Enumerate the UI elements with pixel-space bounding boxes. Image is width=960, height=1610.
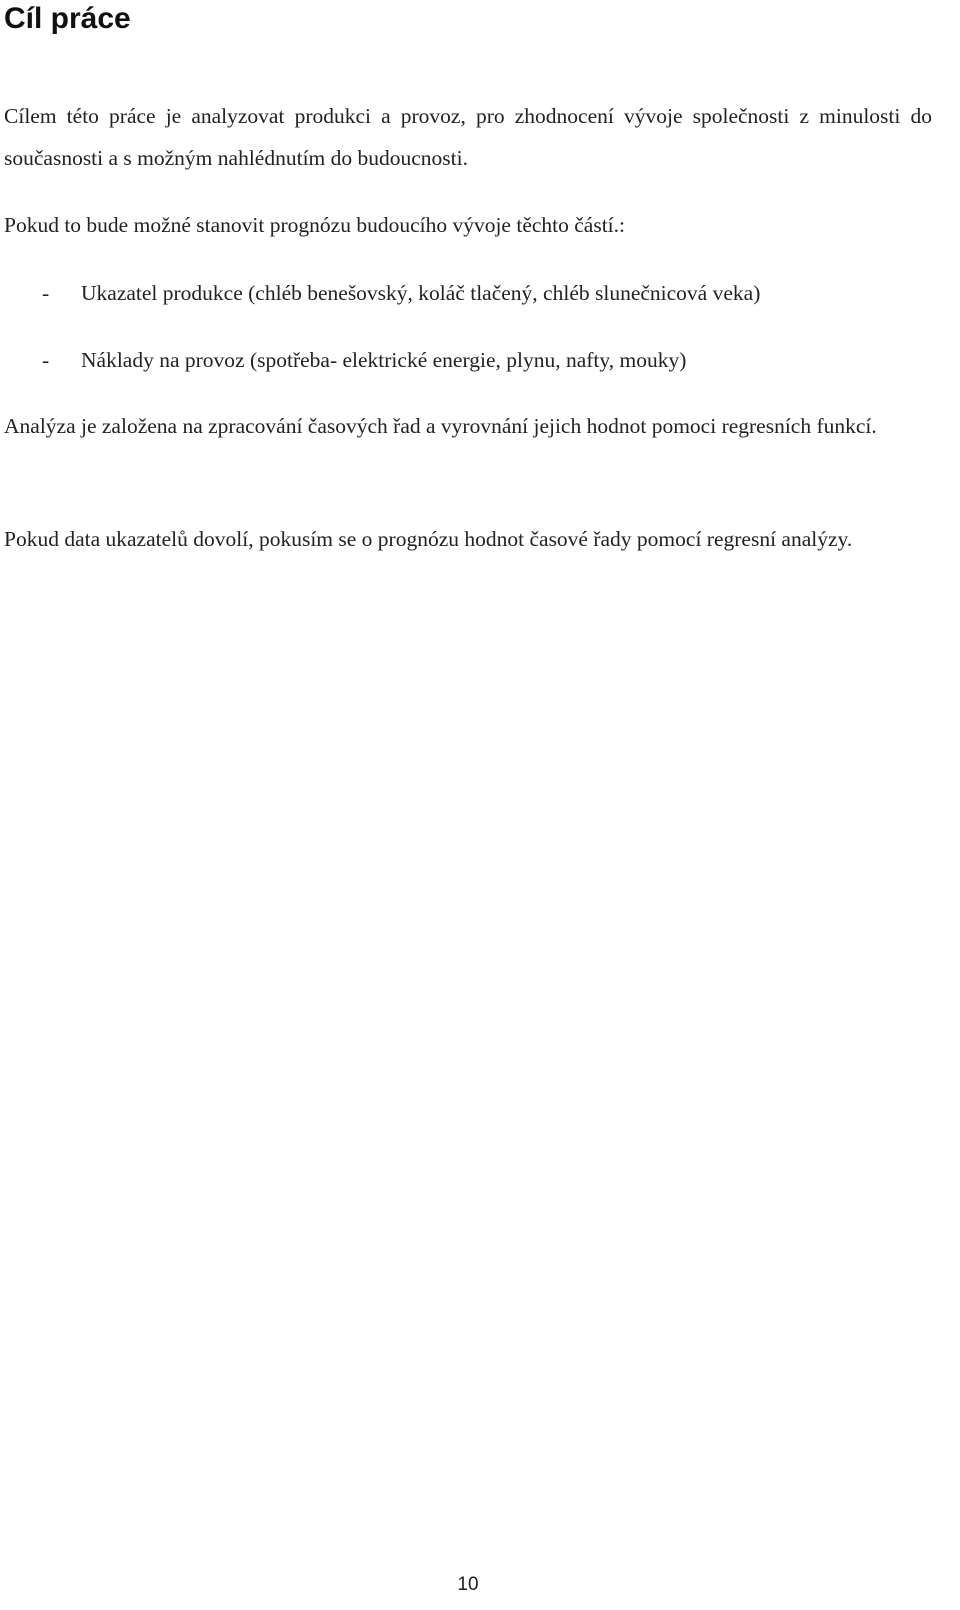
forecast-paragraph: Pokud to bude možné stanovit prognózu budoucího vývoje těchto částí.: — [4, 213, 626, 237]
bullet-marker: - — [42, 348, 50, 372]
bullet-text: Ukazatel produkce (chléb benešovský, koláč tlačený, chléb slunečnicová veka) — [81, 281, 761, 305]
bullet-item-costs — [42, 339, 942, 381]
bullet-text: Náklady na provoz (spotřeba- elektrické energie, plynu, nafty, mouky) — [81, 348, 687, 372]
bullet-marker: - — [42, 281, 50, 305]
intro-paragraph: Cílem této práce je analyzovat produkci a provoz, pro zhodnocení vývoje společnosti z minulosti do současnosti a s možným nahlédnutím do budoucnosti. — [4, 104, 932, 170]
analysis-paragraph: Analýza je založena na zpracování časových řad a vyrovnání jejich hodnot pomoci regresních funkcí. — [4, 414, 877, 438]
section-heading: Cíl práce — [4, 2, 131, 35]
page-number: 10 — [457, 1574, 479, 1595]
bullet-item-production — [42, 272, 942, 314]
regression-paragraph: Pokud data ukazatelů dovolí, pokusím se o prognózu hodnot časové řady pomocí regresní analýzy. — [4, 527, 853, 551]
